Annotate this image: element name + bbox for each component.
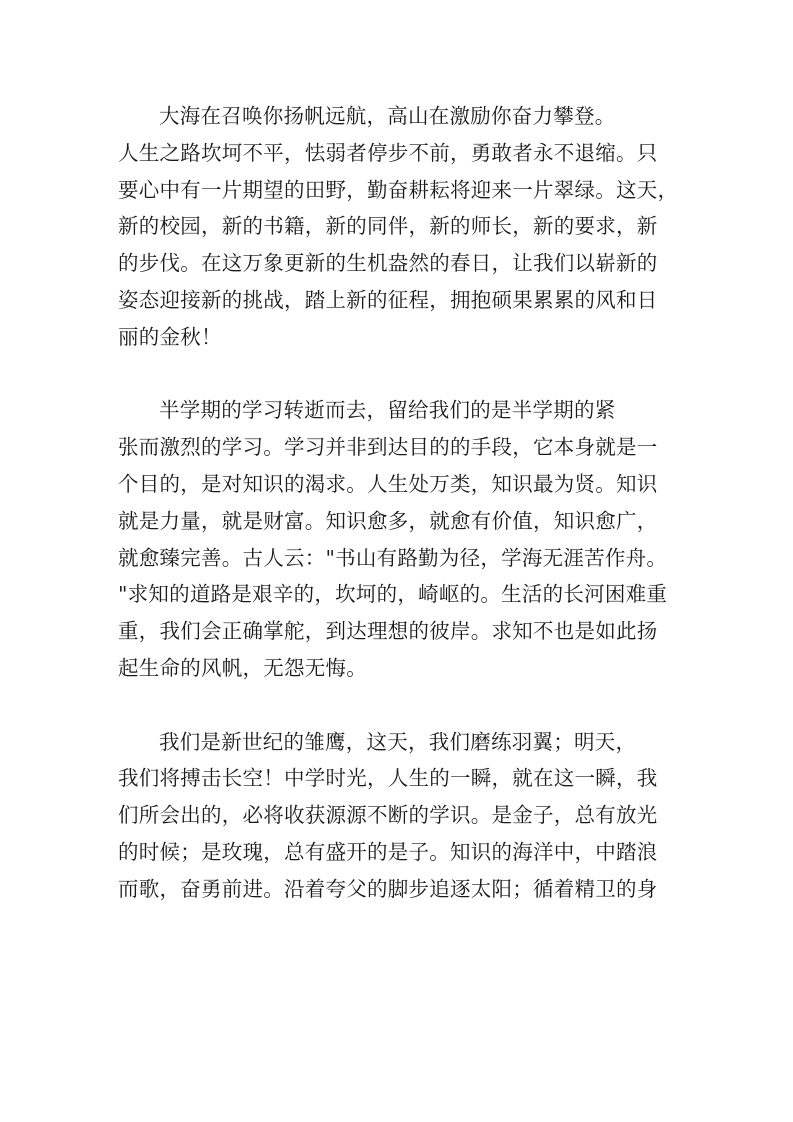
text-line: 就是力量，就是财富。知识愈多，就愈有价值，知识愈广， bbox=[118, 508, 658, 533]
text-line: 的步伐。在这万象更新的生机盎然的春日，让我们以崭新的 bbox=[118, 251, 658, 276]
text-line: 姿态迎接新的挑战，踏上新的征程，拥抱硕果累累的风和日 bbox=[118, 287, 658, 312]
text-line: 丽的金秋！ bbox=[118, 324, 222, 349]
text-line: 个目的，是对知识的渴求。人生处万类，知识最为贤。知识 bbox=[118, 471, 658, 496]
paragraph-2 bbox=[118, 392, 680, 686]
paragraph-1 bbox=[118, 98, 680, 356]
text-line: 张而激烈的学习。学习并非到达目的的手段，它本身就是一 bbox=[118, 435, 658, 460]
text-line: 重，我们会正确掌舵，到达理想的彼岸。求知不也是如此扬 bbox=[118, 619, 658, 644]
text-line: 新的校园，新的书籍，新的同伴，新的师长，新的要求，新 bbox=[118, 214, 658, 239]
text-line: 半学期的学习转逝而去，留给我们的是半学期的紧 bbox=[159, 398, 616, 423]
paragraph-3 bbox=[118, 724, 680, 908]
text-line: 我们是新世纪的雏鹰，这天，我们磨练羽翼；明天， bbox=[159, 729, 637, 754]
text-line: 要心中有一片期望的田野，勤奋耕耘将迎来一片翠绿。这天， bbox=[118, 177, 679, 202]
document-body bbox=[118, 98, 680, 908]
text-line: 我们将搏击长空！中学时光，人生的一瞬，就在这一瞬，我 bbox=[118, 766, 658, 791]
text-line: 大海在召唤你扬帆远航，高山在激励你奋力攀登。 bbox=[159, 104, 616, 128]
text-line: 们所会出的，必将收获源源不断的学识。是金子，总有放光 bbox=[118, 803, 658, 828]
text-line: 就愈臻完善。古人云："书山有路勤为径，学海无涯苦作舟。 bbox=[118, 545, 668, 570]
text-line: 而歌，奋勇前进。沿着夸父的脚步追逐太阳；循着精卫的身 bbox=[118, 876, 658, 901]
text-line: 起生命的风帆，无怨无悔。 bbox=[118, 655, 367, 680]
text-line: "求知的道路是艰辛的，坎坷的，崎岖的。生活的长河困难重 bbox=[118, 582, 668, 607]
text-line: 人生之路坎坷不平，怯弱者停步不前，勇敢者永不退缩。只 bbox=[118, 140, 658, 165]
text-line: 的时候；是玫瑰，总有盛开的是子。知识的海洋中，中踏浪 bbox=[118, 839, 658, 864]
